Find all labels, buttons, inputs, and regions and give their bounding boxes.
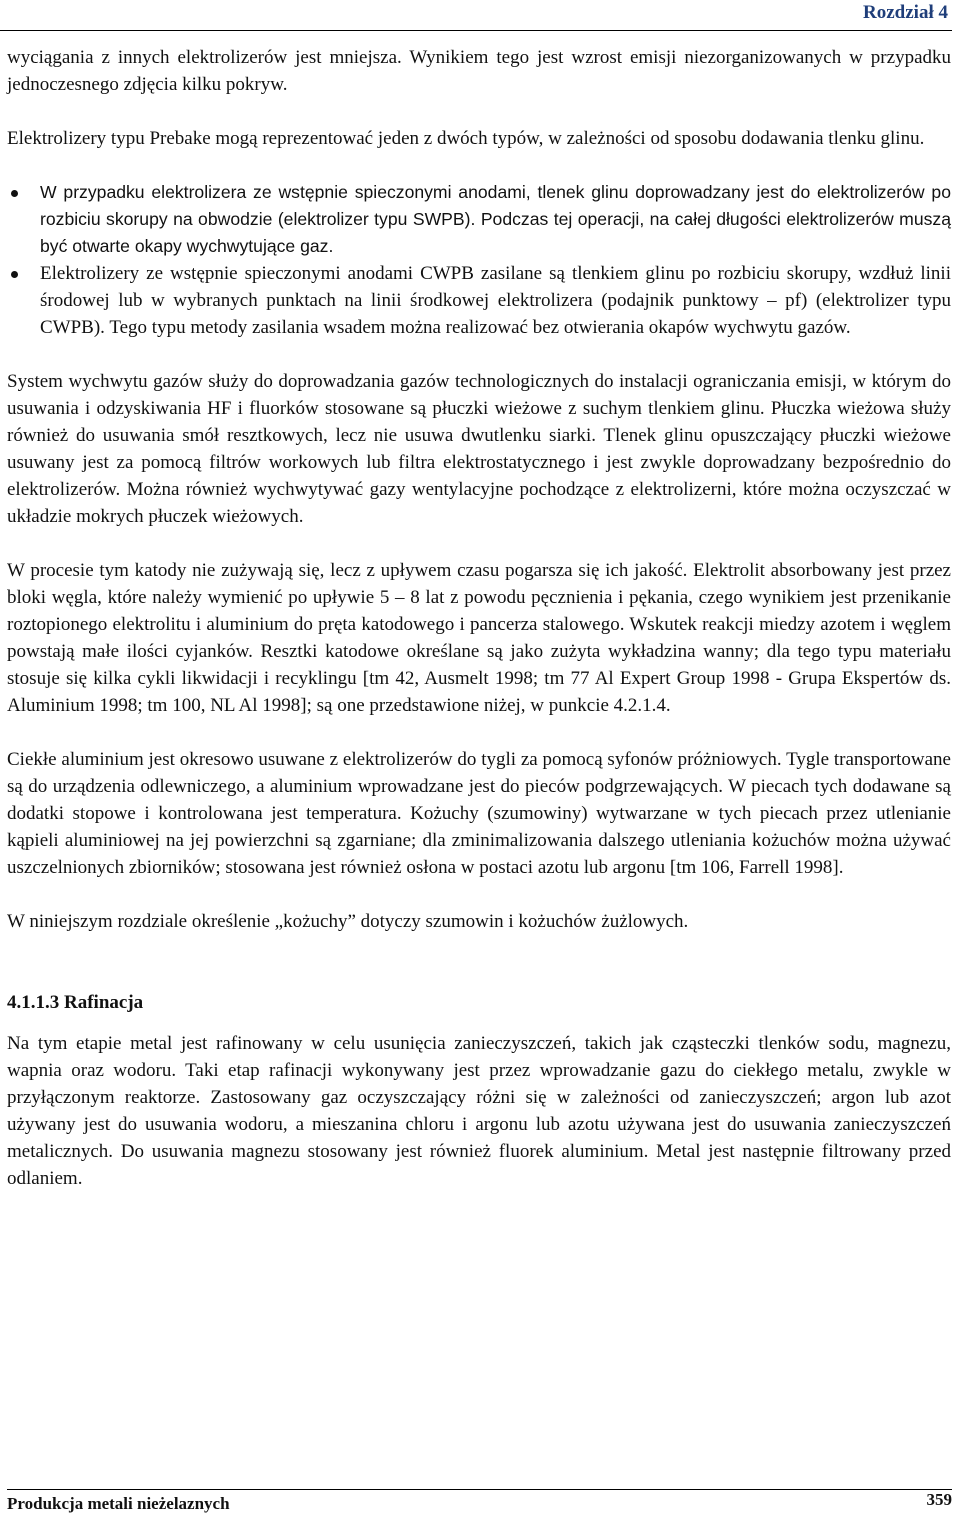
page-body <box>7 44 951 1219</box>
paragraph-emission: wyciągania z innych elektrolizerów jest mniejsza. Wynikiem tego jest wzrost emisji niezorganizowanych w przypadku jednoczesnego zdjęcia kilku pokryw. <box>7 47 951 95</box>
section-heading: 4.1.1.3 Rafinacja <box>7 992 144 1013</box>
bullet-icon <box>11 271 18 278</box>
page-header <box>0 0 952 31</box>
paragraph-gas-capture: System wychwytu gazów służy do doprowadzania gazów technologicznych do instalacji ograniczania emisji, w którym do usuwania i odzyskiwania HF i fluorków stosowane są płuczki wieżowe z suchym tlenkiem glinu. Płuczka wieżowa służy również do usuwania smół resztkowych, lecz nie usuwa dwutlenku siarki. Tlenek glinu opuszczający płuczki wieżowe usuwany jest za pomocą filtrów workowych lub filtra elektrostatycznego i jest zwykle doprowadzany bezpośrednio do elektrolizerów. Można również wychwytywać gazy wentylacyjne pochodzące z elektrolizerni, które można oczyszczać w układzie mokrych płuczek wieżowych. <box>7 371 951 527</box>
bullet-list <box>7 179 951 341</box>
paragraph-refining: Na tym etapie metal jest rafinowany w celu usunięcia zanieczyszczeń, takich jak cząsteczki tlenków sodu, magnezu, wapnia oraz wodoru. Taki etap rafinacji wykonywany jest przez wprowadzanie gazu do ciekłego metalu, zwykle w przyłączonym reaktorze. Zastosowany gaz oczyszczający różni się w zależności od zanieczyszczeń; argon lub azot używany jest do usuwania wodoru, a mieszanina chloru i argonu lub azotu używana jest do usuwania zanieczyszczeń metalicznych. Do usuwania magnezu stosowany jest również fluorek aluminium. Metal jest następnie filtrowany przed odlaniem. <box>7 1033 951 1189</box>
paragraph-prebake: Elektrolizery typu Prebake mogą reprezentować jeden z dwóch typów, w zależności od sposobu dodawania tlenku glinu. <box>7 128 925 149</box>
bullet-text-cwpb: Elektrolizery ze wstępnie spieczonymi anodami CWPB zasilane są tlenkiem glinu po rozbiciu skorupy, wzdłuż linii środowej lub w wybranych punktach na linii środkowej elektrolizera (podajnik punktowy – pf) (elektrolizer typu CWPB). Tego typu metody zasilania wsadem można realizować bez otwierania okapów wychwytu gazów. <box>40 263 951 338</box>
bullet-text-swpb: W przypadku elektrolizera ze wstępnie spieczonymi anodami, tlenek glinu doprowadzany jest do elektrolizerów po rozbiciu skorupy na obwodzie (elektrolizer typu SWPB). Podczas tej operacji, na całej długości elektrolizerów muszą być otwarte okapy wychwytujące gaz. <box>40 182 951 256</box>
page-footer <box>7 1489 952 1513</box>
paragraph-dross-definition: W niniejszym rozdziale określenie „kożuchy” dotyczy szumowin i kożuchów żużlowych. <box>7 911 689 932</box>
bullet-item-swpb <box>7 179 951 260</box>
paragraph-cathodes: W procesie tym katody nie zużywają się, lecz z upływem czasu pogarsza się ich jakość. Elektrolit absorbowany jest przez bloki węgla, które należy wymienić po upływie 5 – 8 lat z powodu pęcznienia i pękania, czego wynikiem jest przenikanie roztopionego elektrolitu i aluminium do pręta katodowego i pancerza stalowego. Wskutek reakcji miedzy azotem i węglem powstają małe ilości cyjanków. Resztki katodowe określane są jako zużyta wykładzina wanny; dla tego typu materiału stosuje się kilka cykli likwidacji i recyklingu [tm 42, Ausmelt 1998; tm 77 Al Expert Group 1998 - Grupa Ekspertów ds. Aluminium 1998; tm 100, NL Al 1998]; są one przedstawione niżej, w punkcie 4.2.1.4. <box>7 560 951 716</box>
bullet-icon <box>11 190 18 197</box>
footer-title: Produkcja metali nieżelaznych <box>7 1494 230 1513</box>
chapter-label: Rozdział 4 <box>863 2 948 23</box>
paragraph-liquid-aluminium: Ciekłe aluminium jest okresowo usuwane z elektrolizerów do tygli za pomocą syfonów próżniowych. Tygle transportowane są do urządzenia odlewniczego, a aluminium wprowadzane jest do pieców podgrzewających. W piecach tych dodawane są dodatki stopowe i kontrolowana jest temperatura. Kożuchy (szumowiny) wytwarzane w tych piecach przez utlenianie kąpieli aluminiowej na jej powierzchni są zgarniane; dla zminimalizowania dalszego utleniania kożuchów można używać uszczelnionych zbiorników; stosowana jest również osłona w postaci azotu lub argonu [tm 106, Farrell 1998]. <box>7 749 951 878</box>
bullet-item-cwpb <box>7 260 951 341</box>
page-number: 359 <box>926 1490 952 1509</box>
